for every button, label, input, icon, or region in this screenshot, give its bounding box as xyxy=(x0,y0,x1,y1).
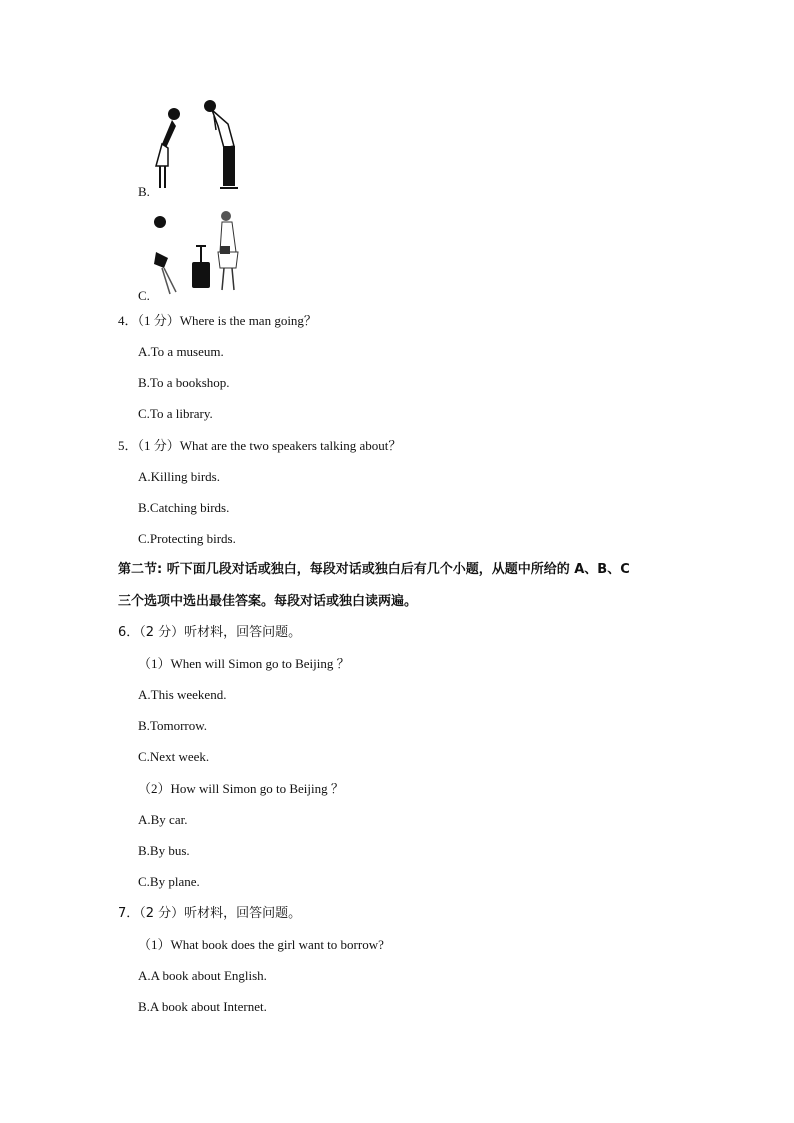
q6-sub2-option-c[interactable]: C.By plane. xyxy=(138,874,200,889)
q5-option-b[interactable]: B.Catching birds. xyxy=(138,500,230,515)
people-bowing-picture xyxy=(150,96,245,196)
q4-option-b[interactable]: B.To a bookshop. xyxy=(138,375,230,390)
travellers-with-suitcase-picture xyxy=(150,206,245,298)
q7-sub1-option-b[interactable]: B.A book about Internet. xyxy=(138,999,267,1014)
q5-option-c[interactable]: C.Protecting birds. xyxy=(138,531,236,546)
option-b-label: B. xyxy=(138,184,150,199)
q7-sub1-stem: （1）What book does the girl want to borrow? xyxy=(138,937,384,952)
question-4-stem: 4．（1 分）Where is the man going？ xyxy=(118,313,317,328)
question-5-stem: 5．（1 分）What are the two speakers talking about？ xyxy=(118,438,402,453)
q6-sub1-option-c[interactable]: C.Next week. xyxy=(138,749,210,764)
q6-sub1-option-a[interactable]: A.This weekend. xyxy=(138,687,227,702)
q7-sub1-option-a[interactable]: A.A book about English. xyxy=(138,968,267,983)
section-2-heading-line-2: 三个选项中选出最佳答案。每段对话或独白读两遍。 xyxy=(118,594,418,609)
option-c-label: C. xyxy=(138,288,150,303)
q6-sub2-option-a[interactable]: A.By car. xyxy=(138,812,188,827)
q6-sub2-stem: （2）How will Simon go to Beijing ？ xyxy=(138,781,344,796)
question-7-stem: 7．（2 分）听材料，回答问题。 xyxy=(118,906,302,921)
q5-option-a[interactable]: A.Killing birds. xyxy=(138,469,220,484)
question-6-stem: 6．（2 分）听材料，回答问题。 xyxy=(118,625,302,640)
q6-sub2-option-b[interactable]: B.By bus. xyxy=(138,843,190,858)
q4-option-c[interactable]: C.To a library. xyxy=(138,406,213,421)
q4-option-a[interactable]: A.To a museum. xyxy=(138,344,224,359)
q6-sub1-option-b[interactable]: B.Tomorrow. xyxy=(138,718,208,733)
section-2-heading-line-1: 第二节: 听下面几段对话或独白，每段对话或独白后有几个小题，从题中所给的 A、B、C xyxy=(118,562,630,577)
q6-sub1-stem: （1）When will Simon go to Beijing ？ xyxy=(138,656,350,671)
